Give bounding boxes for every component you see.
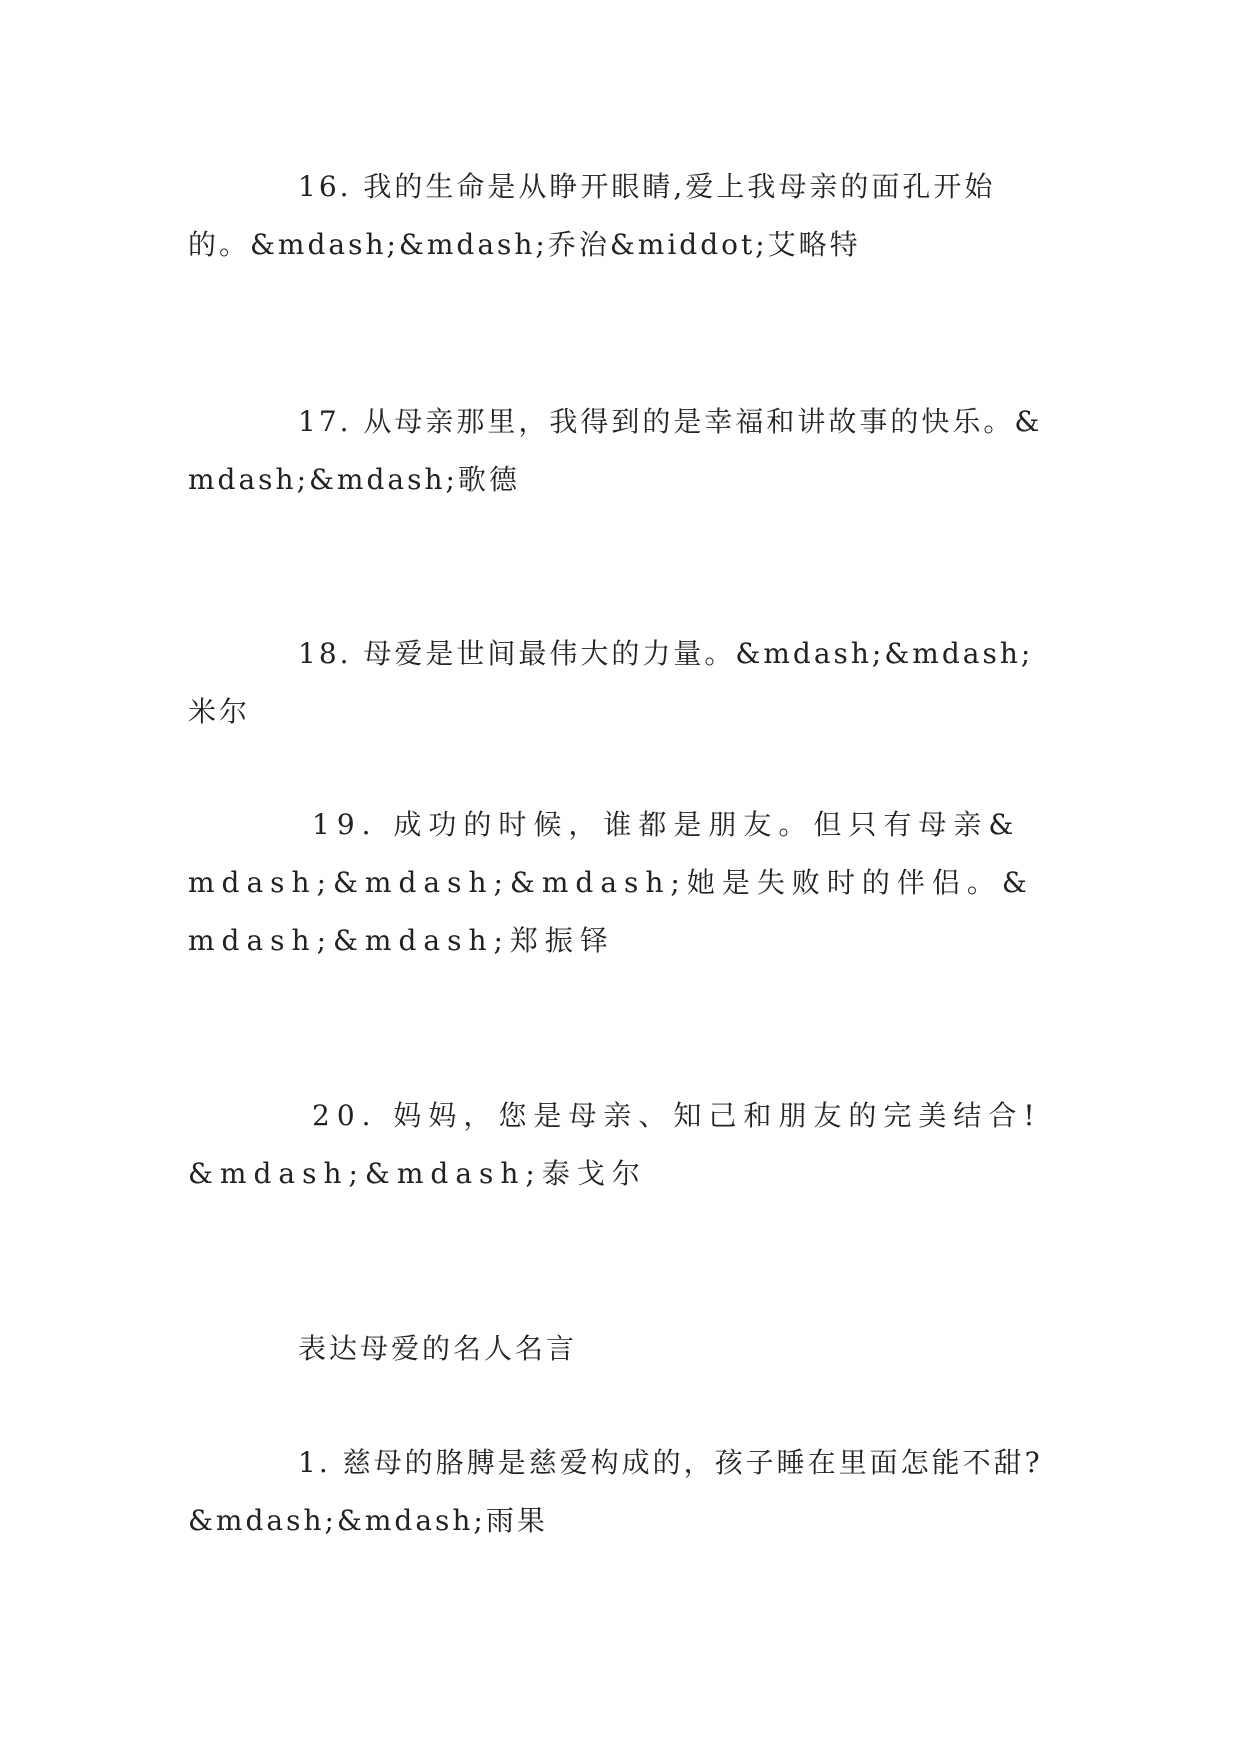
quote-18: 18. 母爱是世间最伟大的力量。&mdash;&mdash;米尔 [188,637,1034,728]
quote-1: 1. 慈母的胳膊是慈爱构成的，孩子睡在里面怎能不甜?&mdash;&mdash;雨果 [188,1446,1043,1537]
quote-19: 19. 成功的时候，谁都是朋友。但只有母亲&mdash;&mdash;&mdash;她是失败时的伴侣。&mdash;&mdash;郑振铎 [188,808,1034,957]
section-heading: 表达母爱的名人名言 [298,1332,578,1365]
quote-16: 16. 我的生命是从睁开眼睛,爱上我母亲的面孔开始的。&mdash;&mdash;乔治&middot;艾略特 [188,170,996,261]
quote-20: 20. 妈妈，您是母亲、知己和朋友的完美结合!&mdash;&mdash;泰戈尔 [188,1099,1042,1190]
quote-17: 17. 从母亲那里，我得到的是幸福和讲故事的快乐。&mdash;&mdash;歌德 [188,405,1043,496]
